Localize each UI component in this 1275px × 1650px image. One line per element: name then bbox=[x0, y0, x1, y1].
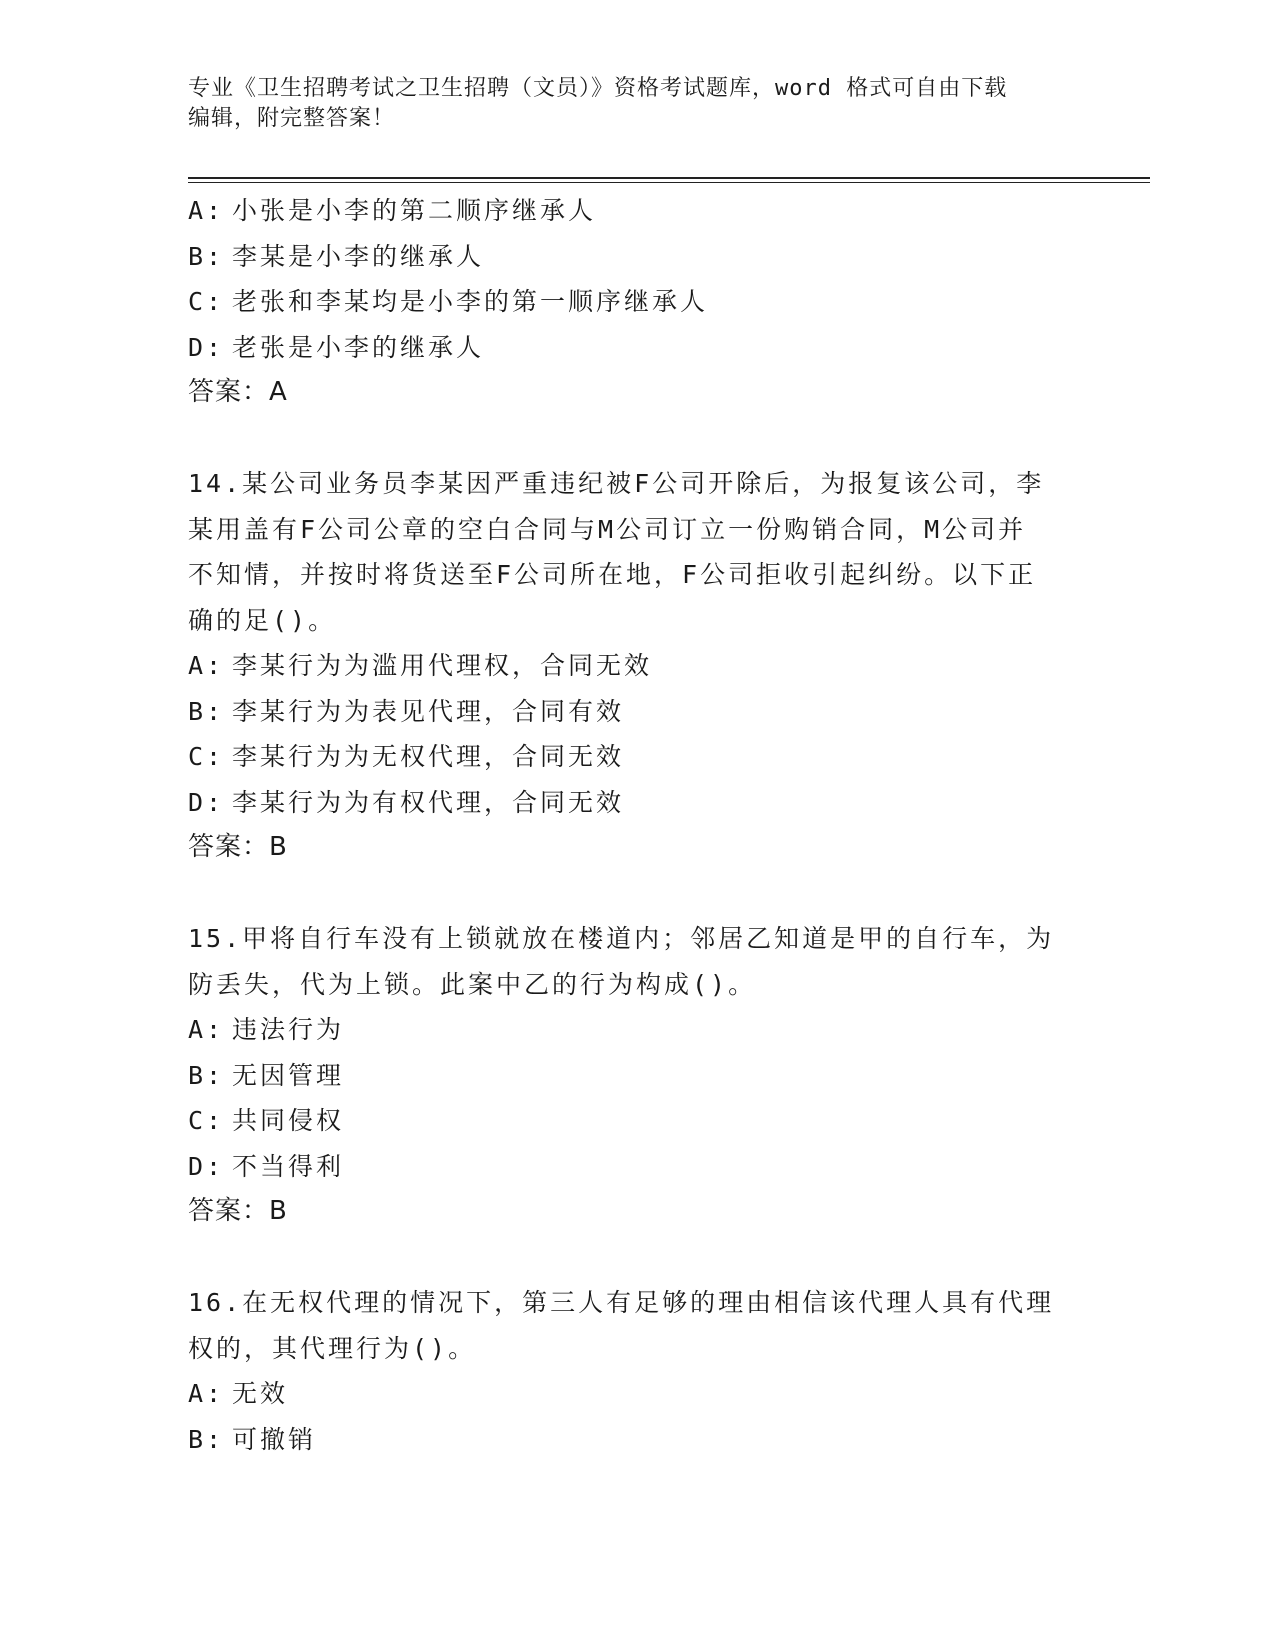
option-d: D: 不当得利 bbox=[188, 1151, 345, 1181]
question-text-line: 某用盖有F公司公章的空白合同与M公司订立一份购销合同，M公司并 bbox=[188, 514, 1027, 544]
document-body bbox=[188, 188, 1088, 1462]
option-c: C: 老张和李某均是小李的第一顺序继承人 bbox=[188, 287, 709, 316]
option-c: C: 共同侵权 bbox=[188, 1106, 345, 1135]
document-header bbox=[188, 74, 1088, 134]
option-a: A: 小张是小李的第二顺序继承人 bbox=[188, 196, 597, 225]
header-divider-thick bbox=[188, 177, 1150, 179]
question-text-line: 16.在无权代理的情况下，第三人有足够的理由相信该代理人具有代理 bbox=[188, 1288, 1055, 1317]
option-d: D: 老张是小李的继承人 bbox=[188, 332, 485, 362]
question-13 bbox=[188, 188, 1088, 416]
option-a: A: 无效 bbox=[188, 1379, 289, 1408]
header-line-1: 专业《卫生招聘考试之卫生招聘（文员）》资格考试题库，word 格式可自由下载 bbox=[188, 76, 1008, 101]
question-text-line: 防丢失，代为上锁。此案中乙的行为构成()。 bbox=[188, 969, 757, 999]
question-15 bbox=[188, 916, 1088, 1235]
option-b: B: 可撤销 bbox=[188, 1424, 317, 1454]
question-14 bbox=[188, 461, 1088, 871]
question-text-line: 14.某公司业务员李某因严重违纪被F公司开除后，为报复该公司，李 bbox=[188, 469, 1045, 498]
question-text-line: 不知情，并按时将货送至F公司所在地，F公司拒收引起纠纷。以下正 bbox=[188, 560, 1037, 589]
option-d: D: 李某行为为有权代理，合同无效 bbox=[188, 787, 625, 817]
question-text-line: 15.甲将自行车没有上锁就放在楼道内；邻居乙知道是甲的自行车，为 bbox=[188, 924, 1055, 953]
answer-14: 答案：B bbox=[188, 832, 288, 862]
option-b: B: 无因管理 bbox=[188, 1060, 345, 1090]
question-16 bbox=[188, 1280, 1088, 1462]
option-a: A: 李某行为为滥用代理权，合同无效 bbox=[188, 651, 653, 680]
question-text-line: 权的，其代理行为()。 bbox=[188, 1333, 477, 1363]
question-text-line: 确的足()。 bbox=[188, 605, 337, 635]
option-b: B: 李某行为为表见代理，合同有效 bbox=[188, 696, 625, 726]
option-a: A: 违法行为 bbox=[188, 1015, 345, 1044]
answer-15: 答案：B bbox=[188, 1196, 288, 1226]
header-divider-thin bbox=[188, 182, 1150, 183]
header-line-2: 编辑，附完整答案！ bbox=[188, 106, 396, 131]
option-b: B: 李某是小李的继承人 bbox=[188, 241, 485, 271]
answer-13: 答案：A bbox=[188, 377, 288, 407]
option-c: C: 李某行为为无权代理，合同无效 bbox=[188, 742, 625, 771]
